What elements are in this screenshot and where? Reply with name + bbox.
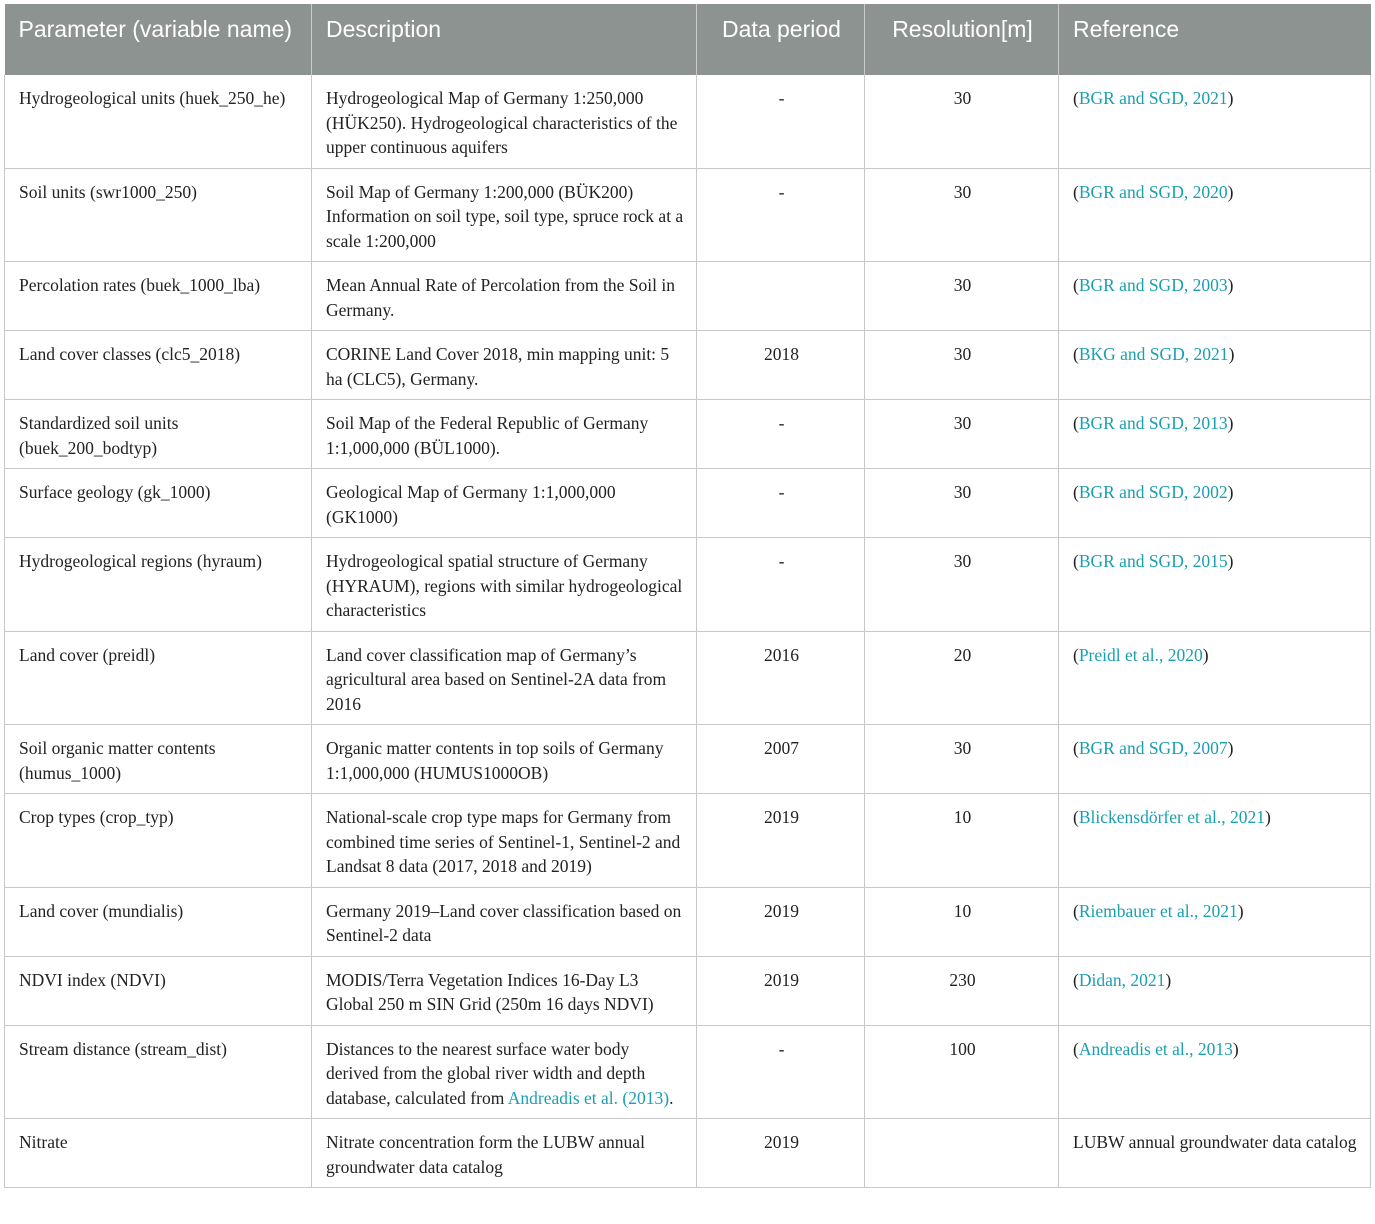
cell-parameter: Standardized soil units (buek_200_bodtyp) [5,400,312,469]
cell-reference: (Andreadis et al., 2013) [1059,1025,1371,1119]
cell-parameter: Soil organic matter contents (humus_1000) [5,725,312,794]
cell-period: - [697,1025,865,1119]
table-row [5,956,1371,1025]
description-reference-link[interactable]: Andreadis et al. (2013) [507,1087,670,1108]
cell-period: - [697,75,865,168]
description-text: Distances to the nearest surface water body derived from the global river width and depth database, calculated from [326,1038,646,1108]
header-row [5,4,1371,75]
table-row [5,631,1371,725]
cell-resolution: 30 [865,538,1059,632]
reference-link[interactable]: BGR and SGD, 2013 [1078,413,1228,433]
cell-resolution: 230 [865,956,1059,1025]
cell-parameter: Percolation rates (buek_1000_lba) [5,262,312,331]
reference-link[interactable]: BGR and SGD, 2020 [1078,181,1228,202]
cell-resolution: 10 [865,887,1059,956]
cell-parameter: Crop types (crop_typ) [5,794,312,888]
cell-reference: LUBW annual groundwater data catalog [1059,1119,1371,1188]
cell-parameter: Land cover classes (clc5_2018) [5,331,312,400]
cell-description: Nitrate concentration form the LUBW annual groundwater data catalog [312,1119,697,1188]
table-row [5,725,1371,794]
cell-period: 2019 [697,956,865,1025]
cell-period: 2019 [697,887,865,956]
header-data-period: Data period [697,4,865,75]
cell-description: Soil Map of Germany 1:200,000 (BÜK200) Information on soil type, soil type, spruce rock at a scale 1:200,000 [312,168,697,262]
cell-resolution: 30 [865,725,1059,794]
cell-reference: (BGR and SGD, 2002) [1059,469,1371,538]
cell-resolution: 30 [865,469,1059,538]
cell-parameter: Nitrate [5,1119,312,1188]
cell-description: MODIS/Terra Vegetation Indices 16-Day L3 Global 250 m SIN Grid (250m 16 days NDVI) [312,956,697,1025]
cell-reference: (BGR and SGD, 2015) [1059,538,1371,632]
cell-reference: (Didan, 2021) [1059,956,1371,1025]
cell-reference: (Riembauer et al., 2021) [1059,887,1371,956]
reference-link[interactable]: Riembauer et al., 2021 [1078,900,1238,921]
cell-resolution: 30 [865,262,1059,331]
cell-resolution [865,1119,1059,1188]
cell-description: Organic matter contents in top soils of Germany 1:1,000,000 (HUMUS1000OB) [312,725,697,794]
cell-resolution: 30 [865,75,1059,168]
header-parameter: Parameter (variable name) [5,4,312,75]
cell-description: Hydrogeological spatial structure of Germany (HYRAUM), regions with similar hydrogeological characteristics [312,538,697,632]
description-end: . [669,1087,674,1108]
cell-period: - [697,168,865,262]
data-sources-table [4,4,1371,1188]
cell-period: 2016 [697,631,865,725]
cell-period: 2019 [697,794,865,888]
reference-link[interactable]: Blickensdörfer et al., 2021 [1078,807,1265,827]
cell-description: Geological Map of Germany 1:1,000,000 (GK1000) [312,469,697,538]
cell-parameter: Land cover (preidl) [5,631,312,725]
table-row [5,887,1371,956]
cell-description: Germany 2019–Land cover classification based on Sentinel-2 data [312,887,697,956]
cell-parameter: Hydrogeological units (huek_250_he) [5,75,312,168]
data-sources-table-container [4,4,1370,1188]
cell-parameter: Soil units (swr1000_250) [5,168,312,262]
reference-link[interactable]: BKG and SGD, 2021 [1078,344,1229,364]
table-row [5,538,1371,632]
table-row [5,331,1371,400]
header-reference: Reference [1059,4,1371,75]
reference-link[interactable]: BGR and SGD, 2002 [1078,482,1228,502]
cell-description: Soil Map of the Federal Republic of Germany 1:1,000,000 (BÜL1000). [312,400,697,469]
cell-description: Hydrogeological Map of Germany 1:250,000 (HÜK250). Hydrogeological characteristics of the upper continuous aquifers [312,75,697,168]
table-body [5,75,1371,1188]
header-resolution: Resolution[m] [865,4,1059,75]
cell-period: 2019 [697,1119,865,1188]
cell-parameter: Land cover (mundialis) [5,887,312,956]
reference-link[interactable]: Andreadis et al., 2013 [1078,1038,1233,1059]
table-row [5,1119,1371,1188]
cell-parameter: Surface geology (gk_1000) [5,469,312,538]
cell-parameter: Stream distance (stream_dist) [5,1025,312,1119]
table-row [5,469,1371,538]
cell-resolution: 30 [865,168,1059,262]
cell-period: - [697,469,865,538]
cell-period: 2018 [697,331,865,400]
cell-description: National-scale crop type maps for Germany from combined time series of Sentinel-1, Sentinel-2 and Landsat 8 data (2017, 2018 and 2019) [312,794,697,888]
cell-reference: (BGR and SGD, 2013) [1059,400,1371,469]
table-row [5,1025,1371,1119]
cell-resolution: 10 [865,794,1059,888]
table-row [5,794,1371,888]
cell-description: Mean Annual Rate of Percolation from the Soil in Germany. [312,262,697,331]
cell-resolution: 100 [865,1025,1059,1119]
cell-reference: (BGR and SGD, 2003) [1059,262,1371,331]
cell-reference: (BGR and SGD, 2021) [1059,75,1371,168]
table-row [5,400,1371,469]
cell-reference: (BGR and SGD, 2007) [1059,725,1371,794]
table-header [5,4,1371,75]
cell-period [697,262,865,331]
reference-link[interactable]: Preidl et al., 2020 [1078,644,1203,665]
reference-link[interactable]: BGR and SGD, 2007 [1078,738,1228,758]
reference-link[interactable]: BGR and SGD, 2015 [1078,551,1228,571]
cell-parameter: NDVI index (NDVI) [5,956,312,1025]
cell-description: CORINE Land Cover 2018, min mapping unit: 5 ha (CLC5), Germany. [312,331,697,400]
reference-link[interactable]: BGR and SGD, 2021 [1078,88,1228,108]
cell-description [312,1025,697,1119]
cell-resolution: 30 [865,400,1059,469]
cell-period: 2007 [697,725,865,794]
reference-link[interactable]: Didan, 2021 [1078,969,1166,990]
cell-period: - [697,538,865,632]
cell-period: - [697,400,865,469]
cell-reference: (Blickensdörfer et al., 2021) [1059,794,1371,888]
cell-description: Land cover classification map of Germany’s agricultural area based on Sentinel-2A data from 2016 [312,631,697,725]
cell-reference: (BKG and SGD, 2021) [1059,331,1371,400]
cell-resolution: 20 [865,631,1059,725]
table-row [5,75,1371,168]
table-row [5,262,1371,331]
cell-reference: (BGR and SGD, 2020) [1059,168,1371,262]
reference-link[interactable]: BGR and SGD, 2003 [1078,275,1228,295]
cell-parameter: Hydrogeological regions (hyraum) [5,538,312,632]
table-row [5,168,1371,262]
cell-resolution: 30 [865,331,1059,400]
header-description: Description [312,4,697,75]
cell-reference: (Preidl et al., 2020) [1059,631,1371,725]
